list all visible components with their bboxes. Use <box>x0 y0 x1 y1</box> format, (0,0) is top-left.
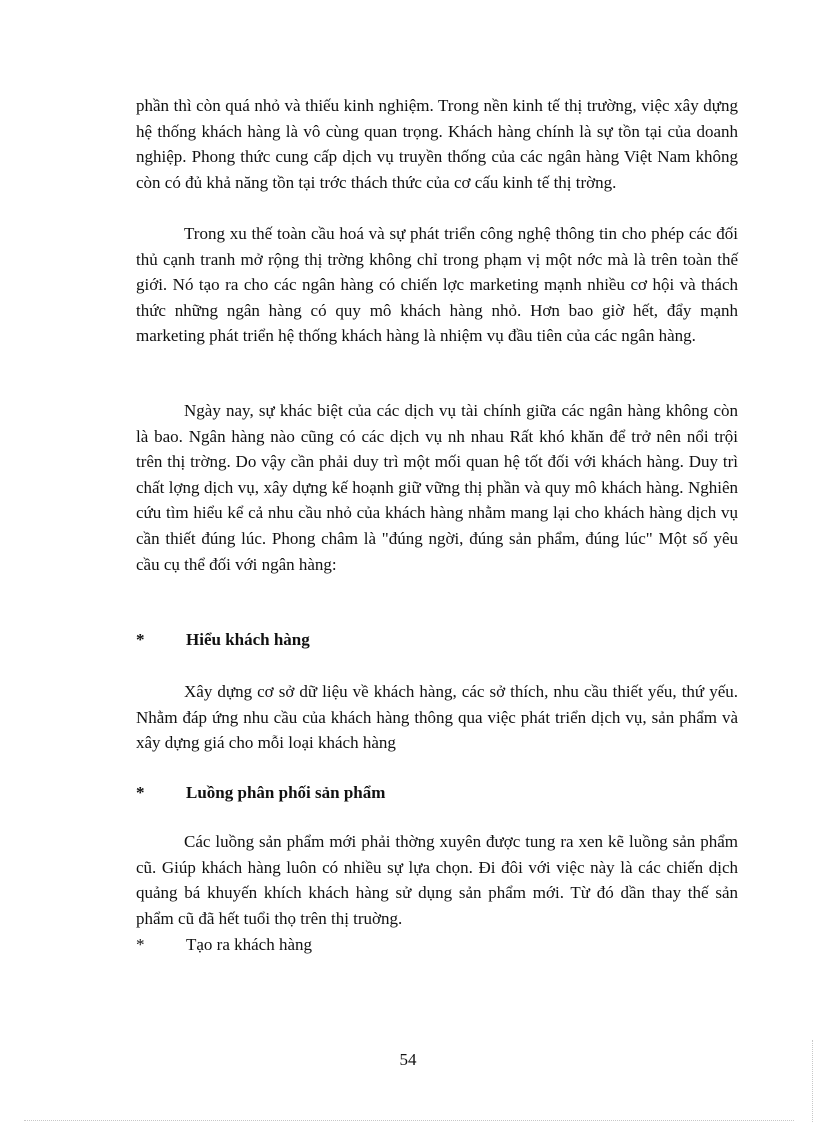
section-heading-understand-customers <box>136 628 738 652</box>
heading-text: Hiểu khách hàng <box>186 630 310 649</box>
asterisk-bullet-icon: * <box>136 783 145 802</box>
asterisk-bullet-icon: * <box>136 935 145 954</box>
paragraph-differentiation: Ngày nay, sự khác biệt của các dịch vụ tài chính giữa các ngân hàng không còn là bao. Ngân hàng nào cũng có các dịch vụ nh nhau Rất khó khăn để trở nên nổi trội trên thị trờng. Do vậy cần phải duy trì một mối quan hệ tốt đối với khách hàng. Duy trì chất lợng dịch vụ, xây dựng kế hoạnh giữ vững thị phần và quy mô khách hàng. Nghiên cứu tìm hiểu kể cả nhu cầu nhỏ của khách hàng nhằm mang lại cho khách hàng dịch vụ cần thiết đúng lúc. Phong châm là "đúng ngời, đúng sản phẩm, đúng lúc" Một số yêu cầu cụ thể đối với ngân hàng: <box>136 401 738 574</box>
paragraph-globalization: Trong xu thế toàn cầu hoá và sự phát triển công nghệ thông tin cho phép các đối thủ cạnh tranh mở rộng thị trờng không chỉ trong phạm vị một nớc mà là trên toàn thế giới. Nó tạo ra cho các ngân hàng có chiến lợc marketing mạnh nhiều cơ hội và thách thức những ngân hàng có quy mô khách hàng nhỏ. Hơn bao giờ hết, đẩy mạnh marketing phát triển hệ thống khách hàng là nhiệm vụ đầu tiên của các ngân hàng. <box>136 224 738 346</box>
right-page-border <box>812 1040 813 1122</box>
heading-text: Tạo ra khách hàng <box>186 935 313 954</box>
paragraph-product-streams: Các luồng sản phẩm mới phải thờng xuyên được tung ra xen kẽ luồng sản phẩm cũ. Giúp khách hàng luôn có nhiều sự lựa chọn. Đi đôi với việc này là các chiến dịch quảng bá khuyến khích khách hàng sử dụng sản phẩm mới. Từ đó dần thay thế sản phẩm cũ đã hết tuổi thọ trên thị truờng. <box>136 832 738 928</box>
paragraph-continuation: phần thì còn quá nhỏ và thiếu kinh nghiệm. Trong nền kinh tế thị trường, việc xây dựng hệ thống khách hàng là vô cùng quan trọng. Khách hàng chính là sự tồn tại của doanh nghiệp. Phong thức cung cấp dịch vụ truyền thống của các ngân hàng Việt Nam không còn có đủ khả năng tồn tại trớc thách thức của cơ cấu kinh tế thị trờng. <box>136 96 738 192</box>
asterisk-bullet-icon: * <box>136 630 145 649</box>
heading-text: Luồng phân phối sản phẩm <box>186 783 386 802</box>
section-heading-create-customers <box>136 933 738 957</box>
section-heading-product-distribution <box>136 781 738 805</box>
bottom-page-border <box>24 1120 794 1121</box>
paragraph-customer-database: Xây dựng cơ sở dữ liệu về khách hàng, các sở thích, nhu cầu thiết yếu, thứ yếu. Nhằm đáp ứng nhu cầu của khách hàng thông qua việc phát triển dịch vụ, sản phẩm và xây dựng giá cho mỗi loại khách hàng <box>136 682 738 753</box>
page-number: 54 <box>399 1050 417 1069</box>
